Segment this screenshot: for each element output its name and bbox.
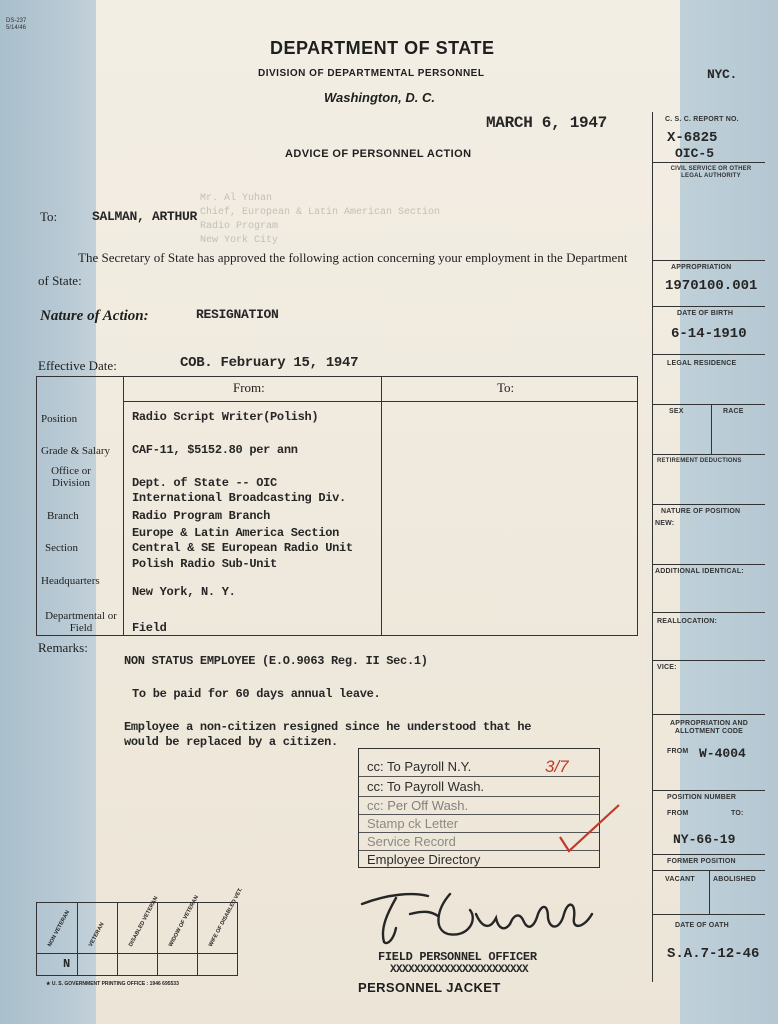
section-value-1: Europe & Latin America Section <box>132 526 340 540</box>
residence-title: LEGAL RESIDENCE <box>667 360 737 367</box>
remark-line-2: To be paid for 60 days annual leave. <box>132 687 381 701</box>
veteran-status-table <box>36 886 245 976</box>
vet-col-non-veteran: NON VETERAN <box>47 909 72 948</box>
grade-label: Grade & Salary <box>41 445 111 457</box>
cc-line-6: Employee Directory <box>367 852 481 867</box>
cc-distribution-stamp <box>358 748 600 868</box>
right-info-column <box>652 112 764 982</box>
rc-rule <box>653 306 765 307</box>
appropriation-value: 1970100.001 <box>665 278 758 294</box>
vice-title: VICE: <box>657 664 677 671</box>
red-check-mark-text: 3/7 <box>545 757 569 776</box>
branch-value: Radio Program Branch <box>132 509 271 523</box>
rc-rule <box>653 854 765 855</box>
additional-title: ADDITIONAL IDENTICAL: <box>655 568 744 575</box>
personnel-jacket-label: PERSONNEL JACKET <box>358 980 501 995</box>
position-value: Radio Script Writer(Polish) <box>132 410 319 424</box>
nature-position-title: NATURE OF POSITION <box>661 508 741 515</box>
employee-name: SALMAN, ARTHUR <box>92 209 198 224</box>
departmental-label: Departmental or Field <box>45 610 117 634</box>
rc-rule <box>653 612 765 613</box>
vet-rule <box>157 953 158 976</box>
from-header: From: <box>233 380 265 395</box>
race-title: RACE <box>723 408 744 415</box>
csc-report-value-1: X-6825 <box>667 130 718 146</box>
rc-rule <box>653 660 765 661</box>
rc-rule <box>653 504 765 505</box>
vet-rule <box>37 953 237 954</box>
rc-rule <box>653 162 765 163</box>
posno-to-label: TO: <box>731 810 744 817</box>
retirement-title: RETIREMENT DEDUCTIONS <box>657 458 742 464</box>
section-value-2: Central & SE European Radio Unit <box>132 541 353 555</box>
rc-rule <box>653 714 765 715</box>
form-number: DS-237 5/14/46 <box>6 18 27 31</box>
signature-image <box>358 884 598 950</box>
dob-title: DATE OF BIRTH <box>677 310 734 317</box>
red-check-icon <box>555 799 625 859</box>
to-label: To: <box>40 209 58 224</box>
effective-date-value: COB. February 15, 1947 <box>180 355 359 371</box>
position-number-title: POSITION NUMBER <box>667 794 737 801</box>
grade-value: CAF-11, $5152.80 per ann <box>132 443 298 457</box>
vet-col-disabled: DISABLED VETERAN <box>117 903 157 953</box>
vet-col-veteran: VETERAN <box>77 903 117 953</box>
vet-col-widow: WIDOW OF VETERAN <box>157 903 197 953</box>
office-value-2: International Broadcasting Div. <box>132 491 346 505</box>
csc-report-title: C. S. C. REPORT NO. <box>665 116 739 123</box>
strike-through-row: XXXXXXXXXXXXXXXXXXXXXXX <box>390 964 529 976</box>
section-label: Section <box>45 542 78 554</box>
rc-rule <box>653 354 765 355</box>
action-date: MARCH 6, 1947 <box>486 114 607 132</box>
rc-rule <box>711 404 712 454</box>
bleed-through-text: Mr. Al Yuhan Chief, European & Latin American Section Radio Program New York City <box>200 193 441 246</box>
position-label: Position <box>41 413 78 425</box>
division-title: DIVISION OF DEPARTMENTAL PERSONNEL <box>258 68 485 79</box>
veteran-mark: N <box>63 957 70 971</box>
dob-value: 6-14-1910 <box>671 326 747 342</box>
rc-rule <box>653 454 765 455</box>
rc-rule <box>709 870 710 914</box>
departmental-value: Field <box>132 621 167 635</box>
vet-col-wife: WIFE OF DISABLED VET. <box>197 903 237 953</box>
rc-rule <box>653 260 765 261</box>
allot-from-label: FROM <box>667 748 689 755</box>
cc-line-5: Service Record <box>367 834 456 849</box>
remark-line-3: Employee a non-citizen resigned since he understood that he <box>124 720 532 734</box>
cc-line-1: cc: To Payroll N.Y. <box>367 759 472 774</box>
sex-title: SEX <box>669 408 684 415</box>
position-table <box>36 376 638 636</box>
rc-rule <box>653 564 765 565</box>
remark-line-1: NON STATUS EMPLOYEE (E.O.9063 Reg. II Sec.1) <box>124 654 428 668</box>
branch-label: Branch <box>47 510 79 522</box>
remarks-label: Remarks: <box>38 640 88 655</box>
vacant-title: VACANT <box>665 876 695 883</box>
vet-rule <box>77 953 78 976</box>
cc-line-4: Stamp ck Letter <box>367 816 459 831</box>
rc-rule <box>653 790 765 791</box>
headquarters-value: New York, N. Y. <box>132 585 236 599</box>
allotment-title: APPROPRIATION AND ALLOTMENT CODE <box>669 720 749 735</box>
intro-paragraph: The Secretary of State has approved the following action concerning your employment in the Department of State: <box>38 250 628 288</box>
headquarters-label: Headquarters <box>41 575 100 587</box>
reallocation-title: REALLOCATION: <box>657 618 718 625</box>
oath-value: S.A.7-12-46 <box>667 946 760 962</box>
section-value-3: Polish Radio Sub-Unit <box>132 557 277 571</box>
office-code: NYC. <box>707 67 738 82</box>
department-title: DEPARTMENT OF STATE <box>270 38 495 58</box>
nature-of-action-value: RESIGNATION <box>196 307 279 322</box>
nature-of-action-label: Nature of Action: <box>40 308 149 324</box>
table-divider <box>123 377 124 635</box>
abolished-title: ABOLISHED <box>713 876 757 883</box>
office-label: Office or Division <box>51 465 91 489</box>
vet-rule <box>117 953 118 976</box>
position-number-value: NY-66-19 <box>673 832 736 847</box>
appropriation-title: APPROPRIATION <box>671 264 732 271</box>
cc-line-3: cc: Per Off Wash. <box>367 798 469 813</box>
officer-title: FIELD PERSONNEL OFFICER <box>378 950 537 964</box>
vet-rule <box>197 953 198 976</box>
former-position-title: FORMER POSITION <box>667 858 736 865</box>
oath-title: DATE OF OATH <box>675 922 729 929</box>
table-header-rule <box>123 401 637 402</box>
rc-rule <box>653 404 765 405</box>
cc-line-2: cc: To Payroll Wash. <box>367 779 485 794</box>
city-line: Washington, D. C. <box>324 90 435 105</box>
effective-date-label: Effective Date: <box>38 358 117 373</box>
posno-from-label: FROM <box>667 810 689 817</box>
table-divider <box>381 377 382 635</box>
new-title: NEW: <box>655 520 675 527</box>
cc-rule <box>359 796 599 797</box>
to-header: To: <box>497 380 515 395</box>
authority-title: CIVIL SERVICE OR OTHER LEGAL AUTHORITY <box>670 166 752 179</box>
printing-office-line: ★ U. S. GOVERNMENT PRINTING OFFICE : 1946 695533 <box>46 981 179 987</box>
rc-rule <box>653 914 765 915</box>
office-value-1: Dept. of State -- OIC <box>132 476 277 490</box>
remark-line-4: would be replaced by a citizen. <box>124 735 338 749</box>
allotment-value: W-4004 <box>699 746 746 761</box>
csc-report-value-2: OIC-5 <box>675 146 715 161</box>
form-title: ADVICE OF PERSONNEL ACTION <box>285 148 472 160</box>
